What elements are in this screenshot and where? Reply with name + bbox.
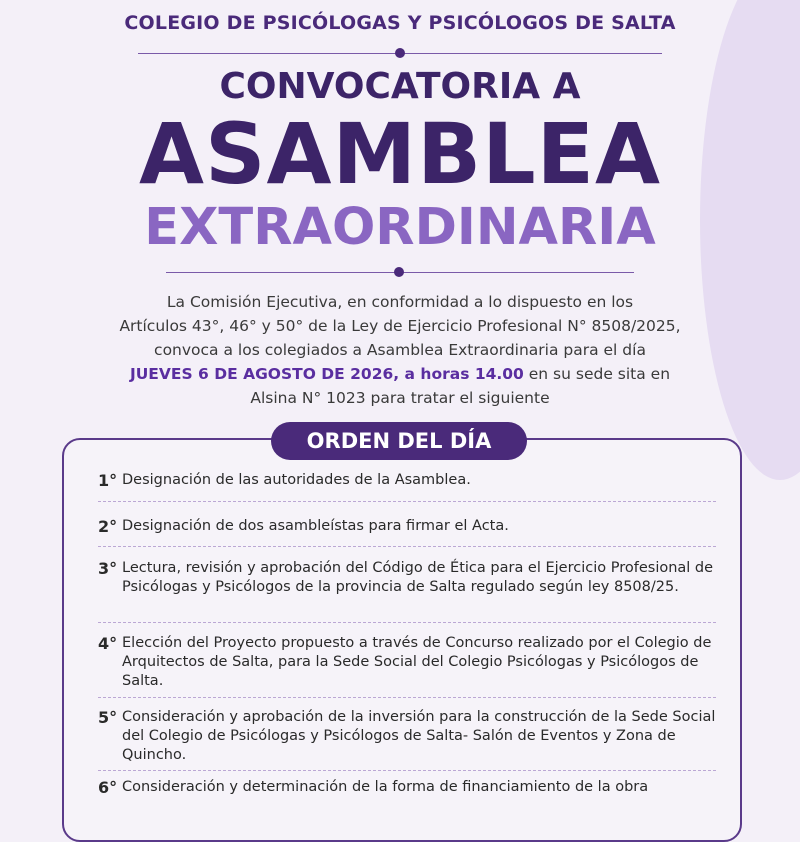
intro-line-1: La Comisión Ejecutiva, en conformidad a lo dispuesto en los bbox=[166, 293, 634, 311]
intro-line-2: Artículos 43°, 46° y 50° de la Ley de Ejercicio Profesional N° 8508/2025, bbox=[119, 317, 681, 335]
intro-line-3: convoca a los colegiados a Asamblea Extraordinaria para el día bbox=[154, 341, 646, 359]
agenda-item bbox=[98, 517, 718, 536]
agenda-separator bbox=[98, 622, 716, 623]
agenda-separator bbox=[98, 501, 716, 502]
agenda-item-number: 3° bbox=[98, 559, 118, 578]
intro-paragraph bbox=[0, 290, 800, 410]
agenda-item-number: 1° bbox=[98, 471, 118, 490]
title-convocatoria: CONVOCATORIA A bbox=[219, 66, 581, 107]
agenda-item bbox=[98, 708, 718, 765]
agenda-item bbox=[98, 471, 718, 490]
agenda-item-text: Elección del Proyecto propuesto a través de Concurso realizado por el Colegio de Arquitectos de Salta, para la Sede Social del Colegio Psicólogas y Psicólogos de Salta. bbox=[122, 635, 712, 689]
agenda-item bbox=[98, 559, 718, 597]
agenda-item bbox=[98, 634, 718, 691]
title-extraordinaria: EXTRAORDINARIA bbox=[144, 198, 656, 257]
title-asamblea: ASAMBLEA bbox=[138, 105, 662, 203]
agenda-item bbox=[98, 778, 718, 797]
agenda-item-number: 4° bbox=[98, 634, 118, 653]
intro-line-4-rest: en su sede sita en bbox=[523, 365, 671, 383]
agenda-heading: ORDEN DEL DÍA bbox=[271, 422, 527, 460]
top-divider-dot bbox=[395, 48, 405, 58]
agenda-item-number: 2° bbox=[98, 517, 118, 536]
agenda-item-text: Consideración y determinación de la forma de financiamiento de la obra bbox=[122, 779, 649, 795]
agenda-item-number: 5° bbox=[98, 708, 118, 727]
bottom-divider-dot bbox=[394, 267, 404, 277]
agenda-item-text: Lectura, revisión y aprobación del Código de Ética para el Ejercicio Profesional de Psicólogas y Psicólogos de la provincia de Salta regulado según ley 8508/25. bbox=[122, 560, 714, 595]
agenda-item-text: Consideración y aprobación de la inversión para la construcción de la Sede Social del Colegio de Psicólogas y Psicólogos de Salta- Salón de Eventos y Zona de Quincho. bbox=[122, 709, 716, 763]
agenda-item-text: Designación de dos asambleístas para firmar el Acta. bbox=[122, 518, 509, 534]
agenda-item-text: Designación de las autoridades de la Asamblea. bbox=[122, 472, 471, 488]
agenda-separator bbox=[98, 697, 716, 698]
organization-name: COLEGIO DE PSICÓLOGAS Y PSICÓLOGOS DE SALTA bbox=[124, 12, 676, 34]
agenda-item-number: 6° bbox=[98, 778, 118, 797]
meeting-date-highlight: JUEVES 6 DE AGOSTO DE 2026, a horas 14.00 bbox=[129, 365, 524, 383]
intro-line-4 bbox=[0, 362, 800, 386]
intro-line-5: Alsina N° 1023 para tratar el siguiente bbox=[250, 389, 550, 407]
agenda-separator bbox=[98, 770, 716, 771]
agenda-separator bbox=[98, 546, 716, 547]
